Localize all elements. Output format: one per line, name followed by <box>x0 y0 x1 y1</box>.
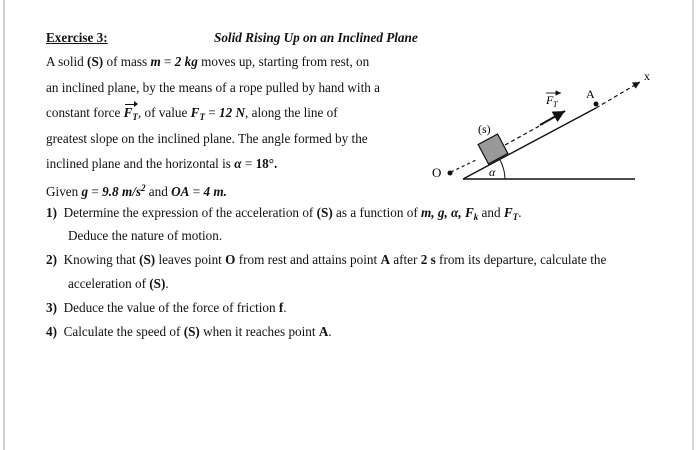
friction-symbol: f <box>278 300 284 315</box>
mass-symbol: m <box>150 54 161 69</box>
solid-block <box>478 134 508 164</box>
label-a: A <box>586 87 595 101</box>
text: . <box>165 276 169 291</box>
question-number: 3) <box>46 300 57 315</box>
solid-symbol: (S) <box>183 324 200 339</box>
point-a: A <box>318 324 329 339</box>
text: greatest slope on the inclined plane. The angle formed by the <box>46 131 368 146</box>
text: of mass <box>103 54 151 69</box>
friction-subscript: k <box>473 212 479 222</box>
text: Knowing that <box>63 252 140 267</box>
angle-arc <box>500 160 505 179</box>
force-arrow <box>540 111 565 125</box>
label-alpha: α <box>489 165 496 179</box>
text: as a function of <box>332 205 422 220</box>
text: = <box>204 105 219 120</box>
force-value: 12 N <box>218 105 245 120</box>
text: Calculate the speed of <box>63 324 184 339</box>
solid-symbol: (S) <box>87 54 104 69</box>
force-subscript: T <box>512 212 519 222</box>
distance-symbol: OA <box>171 184 190 199</box>
text: = <box>160 54 175 69</box>
text: an inclined plane, by the means of a rope pulled by hand with a <box>46 80 380 95</box>
label-x: x <box>644 69 650 83</box>
text: leaves point <box>155 252 226 267</box>
gravity-symbol: g <box>81 184 89 199</box>
text: Deduce the nature of motion. <box>68 228 223 243</box>
text: Deduce the value of the force of friction <box>63 300 279 315</box>
question-number: 2) <box>46 252 57 267</box>
time-value: 2 s <box>420 252 436 267</box>
text: from rest and attains point <box>235 252 381 267</box>
angle-symbol: α <box>234 156 242 171</box>
question-number: 1) <box>46 205 57 220</box>
text: Given <box>46 184 82 199</box>
label-o: O <box>432 165 442 180</box>
text: . <box>283 300 287 315</box>
text: constant force <box>46 105 124 120</box>
force-subscript: T <box>199 112 205 122</box>
origin-dashed <box>451 160 476 172</box>
rope-dashed <box>505 124 543 145</box>
text: inclined plane and the horizontal is <box>46 156 235 171</box>
solid-symbol: (S) <box>139 252 156 267</box>
text: Determine the expression of the acceleration of <box>63 205 317 220</box>
text: and <box>478 205 504 220</box>
force-symbol: F <box>123 105 133 120</box>
force-subscript: T <box>132 112 138 122</box>
distance-value: 4 m. <box>203 184 227 199</box>
text: A solid <box>46 54 88 69</box>
text: = <box>189 184 204 199</box>
question-number: 4) <box>46 324 57 339</box>
point-a: A <box>380 252 390 267</box>
label-force-sub: T <box>553 100 558 109</box>
label-s: (s) <box>478 122 491 136</box>
text: = <box>88 184 103 199</box>
variables: m, g, α, F <box>421 205 474 220</box>
text: = <box>241 156 256 171</box>
angle-value: 18°. <box>255 156 278 171</box>
text: , of value <box>137 105 191 120</box>
x-axis-dashed <box>596 82 640 108</box>
point-a-dot <box>594 102 599 107</box>
exercise-label: Exercise 3: <box>46 30 108 45</box>
text: and <box>145 184 172 199</box>
solid-symbol: (S) <box>316 205 333 220</box>
solid-symbol: (S) <box>149 276 166 291</box>
force-symbol: F <box>190 105 200 120</box>
exercise-title: Solid Rising Up on an Inclined Plane <box>214 30 418 45</box>
text: . <box>328 324 332 339</box>
point-o: O <box>225 252 236 267</box>
mass-value: 2 kg <box>174 54 198 69</box>
text: acceleration of <box>68 276 150 291</box>
label-force: F <box>546 93 554 107</box>
point-o-dot <box>448 171 453 176</box>
text: when it reaches point <box>199 324 319 339</box>
text: , along the line of <box>245 105 338 120</box>
text: after <box>389 252 421 267</box>
text: . <box>518 205 522 220</box>
force-symbol: F <box>503 205 513 220</box>
gravity-exponent: 2 <box>141 183 146 193</box>
gravity-value: 9.8 m/s <box>102 184 141 199</box>
text: from its departure, calculate the <box>435 252 607 267</box>
text: moves up, starting from rest, on <box>197 54 370 69</box>
